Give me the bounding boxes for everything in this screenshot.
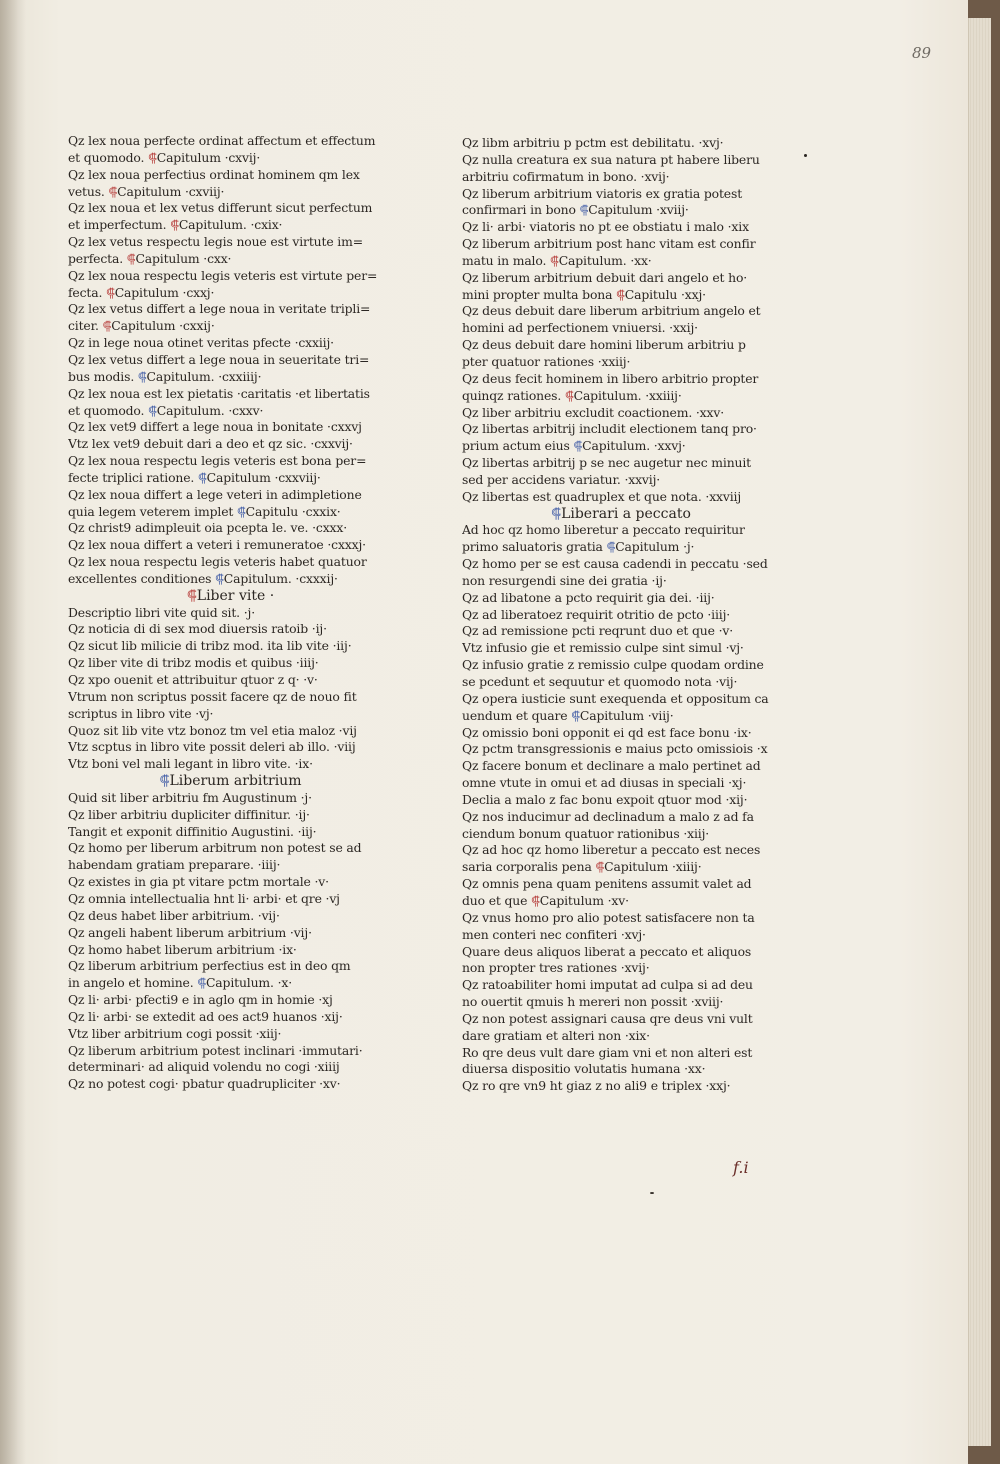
text-line: Qz deus fecit hominem in libero arbitrio propter <box>462 370 759 386</box>
text-line: matu in malo. ⸿Capitulum. ·xx· <box>462 252 652 268</box>
text-line: Qz lex noua perfectius ordinat hominem qm lex <box>68 166 360 182</box>
text-line: Qz vnus homo pro alio potest satisfacere non ta <box>462 909 755 925</box>
text-line: Qz ad libatone a pcto requirit gia dei. ·iij· <box>462 589 715 605</box>
text-line: Qz lex noua differt a veteri i remuneratoe ·cxxxj· <box>68 537 366 553</box>
handwritten-margin-note: f.i <box>733 1158 749 1177</box>
text-line: Ro qre deus vult dare giam vni et non alteri est <box>462 1044 753 1060</box>
rubric-mark: ⸿ <box>616 286 625 302</box>
text-line: prium actum eius ⸿Capitulum. ·xxvj· <box>462 438 686 454</box>
section-heading: ⸿Liberum arbitrium <box>159 773 302 790</box>
text-line: confirmari in bono ⸿Capitulum ·xviij· <box>462 202 689 218</box>
text-line: Qz nulla creatura ex sua natura pt habere liberu <box>462 151 760 167</box>
text-line: Qz liberum arbitrium perfectius est in deo qm <box>68 958 351 974</box>
text-line: et quomodo. ⸿Capitulum. ·cxxv· <box>68 402 264 418</box>
section-heading: ⸿Liberari a peccato <box>551 505 691 522</box>
text-line: non resurgendi sine dei gratia ·ij· <box>462 572 667 588</box>
text-line: Qz liber arbitriu excludit coactionem. ·xxv· <box>462 404 725 420</box>
rubric-mark: ⸿ <box>170 217 179 233</box>
rubric-mark: ⸿ <box>108 183 118 199</box>
text-line: quinqz rationes. ⸿Capitulum. ·xxiiij· <box>462 387 682 403</box>
text-line: Qz christ9 adimpleuit oia pcepta le. ve. ·cxxx· <box>68 520 348 536</box>
text-line: scriptus in libro vite ·vj· <box>68 705 214 721</box>
rubric-mark: ⸿ <box>148 149 157 165</box>
text-line: in angelo et homine. ⸿Capitulum. ·x· <box>68 975 293 991</box>
text-line: Qz ad hoc qz homo liberetur a peccato est neces <box>462 842 761 858</box>
text-line: perfecta. ⸿Capitulum ·cxx· <box>68 250 232 266</box>
rubric-mark: ⸿ <box>579 202 589 218</box>
rubric-mark: ⸿ <box>102 318 112 334</box>
text-line: Qz lex vetus differt a lege noua in seueritate tri= <box>68 351 370 367</box>
text-line: fecta. ⸿Capitulum ·cxxj· <box>68 284 215 300</box>
ink-dot <box>804 154 807 157</box>
text-line: habendam gratiam preparare. ·iiij· <box>68 857 281 873</box>
text-line: Qz homo per liberum arbitrum non potest se ad <box>68 840 362 856</box>
rubric-mark: ⸿ <box>606 539 616 555</box>
text-line: Qz in lege noua otinet veritas pfecte ·cxxiij· <box>68 335 334 351</box>
text-line: Qz libertas arbitrij p se nec augetur nec minuit <box>462 455 752 471</box>
text-line: Qz libertas est quadruplex et que nota. ·xxviij <box>462 488 742 504</box>
text-line: Qz no potest cogi· pbatur quadrupliciter ·xv· <box>68 1076 341 1092</box>
text-line: Qz lex noua respectu legis veteris est virtute per= <box>68 267 378 283</box>
text-line: arbitriu cofirmatum in bono. ·xvij· <box>462 168 670 184</box>
text-line: Qz opera iusticie sunt exequenda et oppositum ca <box>462 690 769 706</box>
text-line: se pcedunt et sequutur et quomodo nota ·vij· <box>462 674 738 689</box>
text-line: Qz libertas arbitrij includit electionem tanq pro· <box>462 421 757 437</box>
text-line: Qz pctm transgressionis e maius pcto omissiois ·x <box>462 741 768 757</box>
text-line: Qz lex noua respectu legis veteris est bona per= <box>68 453 367 469</box>
rubric-mark: ⸿ <box>595 859 605 875</box>
rubric-mark: ⸿ <box>197 975 206 991</box>
text-line: no ouertit qmuis h mereri non possit ·xviij· <box>462 994 724 1010</box>
text-line: Qz ad liberatoez requirit otritio de pcto ·iiij· <box>462 606 731 622</box>
rubric-mark: ⸿ <box>571 707 580 723</box>
text-line: Qz deus debuit dare liberum arbitrium angelo et <box>462 303 761 319</box>
right-text-column <box>462 135 780 1095</box>
text-line: primo saluatoris gratia ⸿Capitulum ·j· <box>462 539 695 555</box>
text-line: Vtz scptus in libro vite possit deleri ab illo. ·viij <box>68 739 356 755</box>
text-line: Descriptio libri vite quid sit. ·j· <box>68 604 256 620</box>
text-line: ciendum bonum quatuor rationibus ·xiij· <box>462 825 710 841</box>
text-line: citer. ⸿Capitulum ·cxxij· <box>68 318 215 334</box>
text-line: non propter tres rationes ·xvij· <box>462 960 650 976</box>
text-line: Qz lex noua respectu legis veteris habet quatuor <box>68 554 367 570</box>
text-line: Vtz liber arbitrium cogi possit ·xiij· <box>68 1025 282 1041</box>
text-line: Quid sit liber arbitriu fm Augustinum ·j· <box>68 789 312 805</box>
rubric-mark: ⸿ <box>197 469 207 485</box>
text-line: Qz omissio boni opponit ei qd est face bonu ·ix· <box>462 724 752 740</box>
text-line: uendum et quare ⸿Capitulum ·viij· <box>462 707 674 723</box>
left-text-column <box>68 133 393 1093</box>
rubric-mark: ⸿ <box>126 250 136 266</box>
folio-number: 89 <box>912 44 932 62</box>
text-line: Qz xpo ouenit et attribuitur qtuor z q· ·v· <box>68 672 318 687</box>
text-line: Qz lex vetus differt a lege noua in veritate tripli= <box>68 301 371 317</box>
text-line: Qz non potest assignari causa qre deus vni vult <box>462 1010 753 1026</box>
text-line: Ad hoc qz homo liberetur a peccato requiritur <box>462 522 745 538</box>
text-line: Qz ro qre vn9 ht giaz z no ali9 e triplex ·xxj· <box>462 1078 731 1094</box>
text-line: Tangit et exponit diffinitio Augustini. ·iij· <box>68 823 317 839</box>
text-line: sed per accidens variatur. ·xxvij· <box>462 471 661 487</box>
text-line: Declia a malo z fac bonu expoit qtuor mod ·xij· <box>462 791 748 807</box>
text-line: omne vtute in omui et ad diusas in speciali ·xj· <box>462 775 747 791</box>
text-line: Vtz boni vel mali legant in libro vite. ·ix· <box>68 756 313 772</box>
text-line: excellentes conditiones ⸿Capitulum. ·cxxxij· <box>68 570 338 586</box>
text-line: pter quatuor rationes ·xxiij· <box>462 353 631 369</box>
text-line: Qz noticia di di sex mod diuersis ratoib ·ij· <box>68 621 327 637</box>
text-line: Qz lex noua differt a lege veteri in adimpletione <box>68 486 362 502</box>
text-line: Qz li· arbi· pfecti9 e in aglo qm in homie ·xj <box>68 992 333 1008</box>
rubric-mark: ⸿ <box>186 587 197 604</box>
text-line: Qz li· arbi· se extedit ad oes act9 huanos ·xij· <box>68 1008 343 1024</box>
text-line: Vtrum non scriptus possit facere qz de nouo fit <box>68 688 357 704</box>
text-line: bus modis. ⸿Capitulum. ·cxxiiij· <box>68 368 262 384</box>
text-line: Qz omnis pena quam penitens assumit valet ad <box>462 876 752 892</box>
text-line: Qz liberum arbitrium potest inclinari ·immutari· <box>68 1042 363 1058</box>
rubric-mark: ⸿ <box>148 402 157 418</box>
text-line: Qz deus debuit dare homini liberum arbitriu p <box>462 337 746 353</box>
text-line: saria corporalis pena ⸿Capitulum ·xiiij· <box>462 859 702 875</box>
text-line: Qz lex noua perfecte ordinat affectum et effectum <box>68 133 376 148</box>
text-line: Qz existes in gia pt vitare pctm mortale ·v· <box>68 874 329 890</box>
text-line: Qz ad remissione pcti reqrunt duo et que ·v· <box>462 623 734 639</box>
text-line: Qz lex vet9 differt a lege noua in bonitate ·cxxvj <box>68 419 362 435</box>
rubric-mark: ⸿ <box>551 505 562 522</box>
ink-dot <box>650 1192 654 1194</box>
text-line: Qz homo per se est causa cadendi in peccatu ·sed <box>462 556 768 572</box>
text-line: Qz sicut lib milicie di tribz mod. ita lib vite ·iij· <box>68 638 352 654</box>
text-line: Qz angeli habent liberum arbitrium ·vij· <box>68 924 312 940</box>
text-line: Qz liberum arbitrium debuit dari angelo et ho· <box>462 269 748 285</box>
text-line: Qz ratoabiliter homi imputat ad culpa si ad deu <box>462 977 753 993</box>
page-edge-stack <box>968 18 991 1446</box>
text-line: Qz omnia intellectualia hnt li· arbi· et qre ·vj <box>68 890 340 906</box>
text-line: et quomodo. ⸿Capitulum ·cxvij· <box>68 149 261 165</box>
text-line: vetus. ⸿Capitulum ·cxviij· <box>68 183 225 199</box>
text-line: dare gratiam et alteri non ·xix· <box>462 1027 650 1043</box>
text-line: Vtz lex vet9 debuit dari a deo et qz sic. ·cxxvij· <box>68 436 353 452</box>
text-line: Qz liber arbitriu dupliciter diffinitur. ·ij· <box>68 806 310 822</box>
text-line: Vtz infusio gie et remissio culpe sint simul ·vj· <box>462 640 744 656</box>
rubric-mark: ⸿ <box>137 368 147 384</box>
text-line: Quoz sit lib vite vtz bonoz tm vel etia maloz ·vij <box>68 722 357 738</box>
text-line: Qz homo habet liberum arbitrium ·ix· <box>68 941 297 957</box>
text-line: Qz liber vite di tribz modis et quibus ·iiij· <box>68 655 319 671</box>
text-line: Qz infusio gratie z remissio culpe quodam ordine <box>462 657 764 673</box>
text-line: Qz facere bonum et declinare a malo pertinet ad <box>462 758 761 774</box>
text-line: Qz lex noua est lex pietatis ·caritatis ·et libertatis <box>68 385 370 401</box>
text-line: homini ad perfectionem vniuersi. ·xxij· <box>462 320 698 336</box>
rubric-mark: ⸿ <box>106 284 115 300</box>
text-line: Qz li· arbi· viatoris no pt ee obstiatu i malo ·xix <box>462 219 749 235</box>
rubric-mark: ⸿ <box>573 438 583 454</box>
text-line: et imperfectum. ⸿Capitulum. ·cxix· <box>68 217 283 233</box>
text-line: duo et que ⸿Capitulum ·xv· <box>462 892 629 908</box>
text-line: Qz nos inducimur ad declinadum a malo z ad fa <box>462 808 754 824</box>
text-line: quia legem veterem implet ⸿Capitulu ·cxxix· <box>68 503 341 519</box>
rubric-mark: ⸿ <box>159 773 170 790</box>
text-line: diuersa dispositio volutatis humana ·xx· <box>462 1061 706 1077</box>
text-line: Qz liberum arbitrium viatoris ex gratia potest <box>462 185 743 201</box>
text-line: Qz deus habet liber arbitrium. ·vij· <box>68 907 280 923</box>
rubric-mark: ⸿ <box>564 387 574 403</box>
gutter-shadow <box>0 0 26 1464</box>
text-line: mini propter multa bona ⸿Capitulu ·xxj· <box>462 286 706 302</box>
text-line: Qz lex noua et lex vetus differunt sicut perfectum <box>68 200 373 216</box>
section-heading: ⸿Liber vite · <box>186 587 275 604</box>
text-line: Qz libm arbitriu p pctm est debilitatu. ·xvj· <box>462 135 724 150</box>
text-line: Quare deus aliquos liberat a peccato et aliquos <box>462 943 752 959</box>
text-line: fecte triplici ratione. ⸿Capitulum ·cxxviij· <box>68 469 321 485</box>
rubric-mark: ⸿ <box>237 503 246 519</box>
rubric-mark: ⸿ <box>531 892 540 908</box>
rubric-mark: ⸿ <box>215 570 224 586</box>
text-line: determinari· ad aliquid volendu no cogi ·xiiij <box>68 1059 340 1075</box>
text-line: men conteri nec confiteri ·xvj· <box>462 926 646 942</box>
text-line: Qz lex vetus respectu legis noue est virtute im= <box>68 234 363 250</box>
rubric-mark: ⸿ <box>550 252 559 268</box>
text-line: Qz liberum arbitrium post hanc vitam est confir <box>462 236 756 252</box>
